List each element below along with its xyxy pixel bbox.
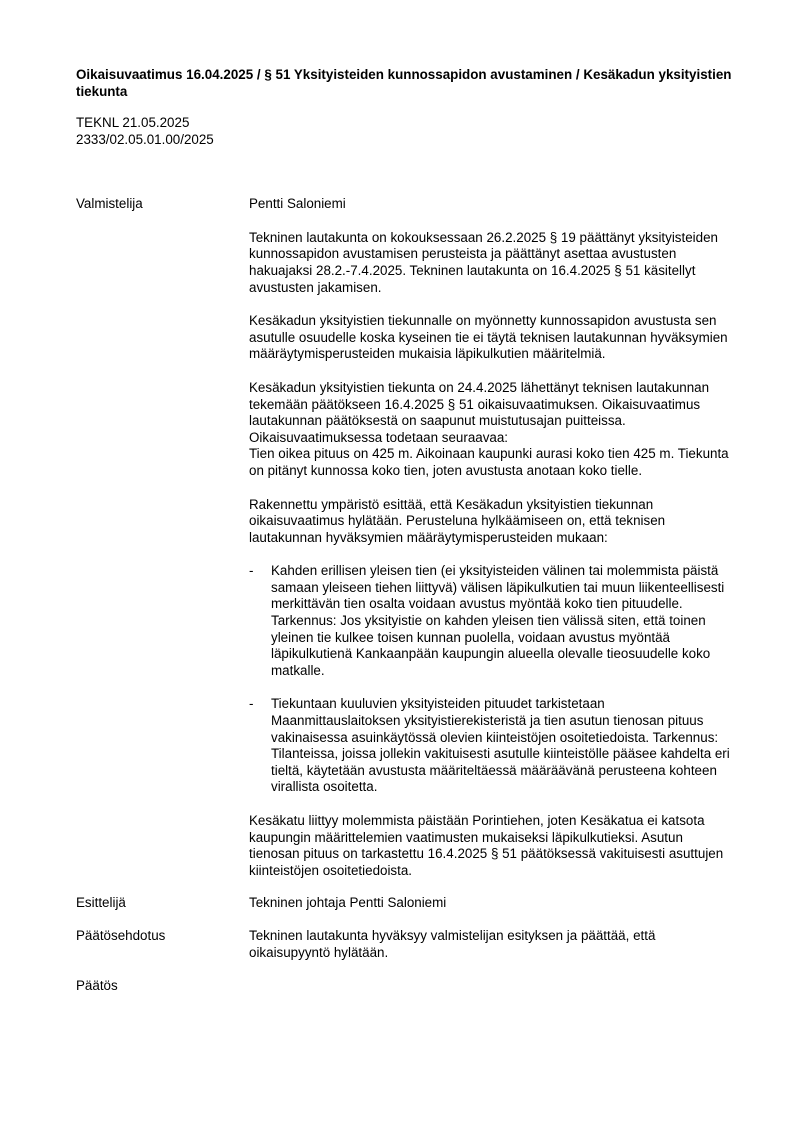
document-page bbox=[76, 66, 742, 995]
paatos-value bbox=[249, 978, 737, 995]
esittelija-value: Tekninen johtaja Pentti Saloniemi bbox=[249, 895, 447, 911]
valmistelija-section bbox=[76, 196, 742, 879]
document-meta bbox=[76, 115, 742, 148]
bullet-text: Kahden erillisen yleisen tien (ei yksityisteiden välinen tai molemmista päistä samaan yleiseen tiehen liittyvä) välisen läpikulkutien tai muun liikenteellisesti merkittävän tien osalta voidaan avustus myöntää koko tien pituudelle. Tarkennus: Jos yksityistie on kahden yleisen tien välissä siten, että toinen yleinen tie kulkee toisen kunnan puolella, voidaan avustus myöntää läpikulkutienä Kankaanpään kaupungin alueella olevalle tieosuudelle koko matkalle. bbox=[271, 563, 725, 678]
valmistelija-content bbox=[249, 196, 737, 879]
bullet-dash: - bbox=[249, 563, 254, 579]
paragraph-2: Kesäkadun yksityistien tiekunnalle on myönnetty kunnossapidon avustusta sen asutulle osuudelle koska kyseinen tie ei täytä teknisen lautakunnan hyväksymien määräytymisperusteiden mukaisia läpikulkutien määritelmiä. bbox=[249, 313, 728, 362]
paatos-label: Päätös bbox=[76, 978, 118, 994]
paragraph-5: Kesäkatu liittyy molemmista päistään Porintiehen, joten Kesäkatua ei katsota kaupungin määrittelemien vaatimusten mukaiseksi läpikulkutieksi. Asutun tienosan pituus on tarkastettu 16.4.2025 § 51 päätöksessä vakituisesti asuttujen kiinteistöjen osoitetiedoista. bbox=[249, 813, 724, 878]
valmistelija-label: Valmistelija bbox=[76, 196, 143, 212]
valmistelija-name: Pentti Saloniemi bbox=[249, 196, 346, 212]
esittelija-label: Esittelijä bbox=[76, 895, 126, 911]
bullet-text: Tiekuntaan kuuluvien yksityisteiden pituudet tarkistetaan Maanmittauslaitoksen yksityistierekisteristä ja tien asutun tienosan pituus vakinaisessa asuinkäytössä olevien kiinteistöjen osoitetiedoista. Tarkennus: Tilanteissa, joissa jollekin vakituisesti asutulle kiinteistölle pääsee kahdelta eri tieltä, käytetään avustusta määriteltäessä määräävänä perusteena kohteen virallista osoitetta. bbox=[271, 696, 730, 795]
bullet-dash: - bbox=[249, 696, 254, 712]
document-title: Oikaisuvaatimus 16.04.2025 / § 51 Yksityisteiden kunnossapidon avustaminen / Kesäkadun yksityistien tiekunta bbox=[76, 67, 732, 99]
paragraph-1: Tekninen lautakunta on kokouksessaan 26.2.2025 § 19 päättänyt yksityisteiden kunnossapidon avustamisen perusteista ja päättänyt asettaa avustusten hakuajaksi 28.2.-7.4.2025. Tekninen lautakunta on 16.4.2025 § 51 käsitellyt avustusten jakamisen. bbox=[249, 229, 718, 295]
record-number: 2333/02.05.01.00/2025 bbox=[76, 131, 214, 147]
paragraph-4: Rakennettu ympäristö esittää, että Kesäkadun yksityistien tiekunnan oikaisuvaatimus hylätään. Perusteluna hylkäämiseen on, että teknisen lautakunnan hyväksymien määräytymisperusteiden mukaan: bbox=[249, 496, 666, 545]
paatos-section bbox=[76, 978, 742, 995]
list-item bbox=[249, 563, 737, 679]
paatosehdotus-value: Tekninen lautakunta hyväksyy valmistelijan esityksen ja päättää, että oikaisupyyntö hylätään. bbox=[249, 927, 656, 960]
committee-date: TEKNL 21.05.2025 bbox=[76, 115, 190, 130]
paragraph-3-intro: Kesäkadun yksityistien tiekunta on 24.4.2025 lähettänyt teknisen lautakunnan tekemään päätökseen 16.4.2025 § 51 oikaisuvaatimuksen. Oikaisuvaatimus lautakunnan päätöksestä on saapunut muistutusajan puitteissa. Oikaisuvaatimuksessa todetaan seuraavaa: bbox=[249, 379, 710, 445]
paatosehdotus-label: Päätösehdotus bbox=[76, 927, 166, 943]
paragraph-3-quote: Tien oikea pituus on 425 m. Aikoinaan kaupunki aurasi koko tien 425 m. Tiekunta on pitänyt kunnossa koko tien, joten avustusta anotaan koko tielle. bbox=[249, 446, 729, 478]
paatosehdotus-section bbox=[76, 928, 742, 961]
esittelija-section bbox=[76, 895, 742, 912]
list-item bbox=[249, 696, 737, 796]
criteria-list bbox=[249, 563, 737, 796]
paragraph-3 bbox=[249, 380, 737, 480]
